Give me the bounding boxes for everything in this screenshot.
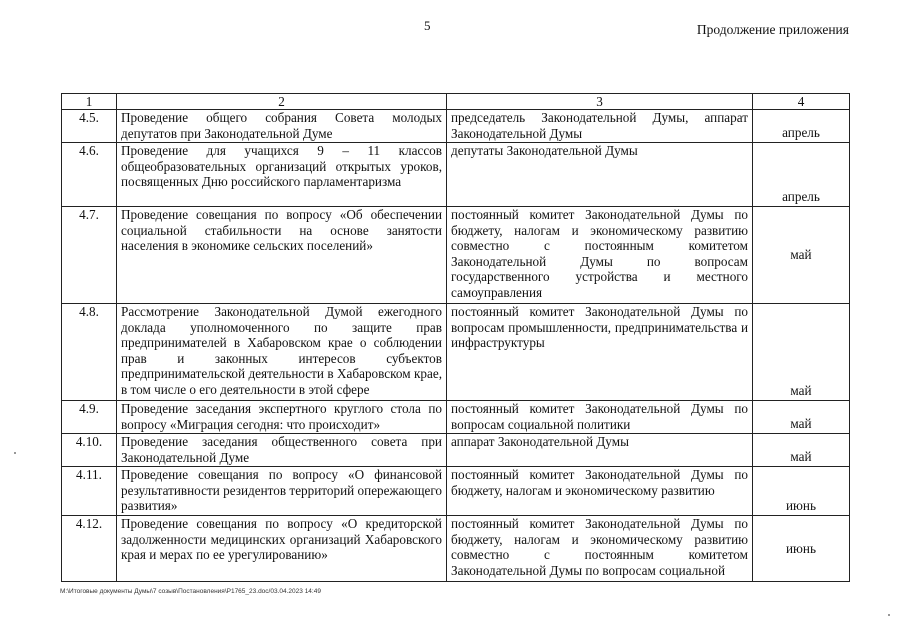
scan-speck (888, 614, 890, 616)
responsible-party: аппарат Законодательной Думы (447, 434, 753, 467)
document-file-path: M:\Итоговые документы Думы\7 созыв\Постановления\P1765_23.doc/03.04.2023 14:49 (60, 588, 321, 595)
row-number: 4.6. (62, 143, 117, 207)
row-number: 4.11. (62, 467, 117, 516)
table-row (62, 143, 850, 207)
event-description: Проведение для учащихся 9 – 11 классов общеобразовательных организаций открытых уроков, посвященных Дню российского парламентаризма (117, 143, 447, 207)
row-number: 4.9. (62, 401, 117, 434)
event-description: Проведение совещания по вопросу «О финансовой результативности резидентов территорий опережающего развития» (117, 467, 447, 516)
responsible-party: депутаты Законодательной Думы (447, 143, 753, 207)
responsible-party: постоянный комитет Законодательной Думы по вопросам промышленности, предпринимательства и инфраструктуры (447, 304, 753, 401)
event-description: Проведение заседания общественного совета при Законодательной Думе (117, 434, 447, 467)
event-description: Проведение общего собрания Совета молодых депутатов при Законодательной Думе (117, 110, 447, 143)
table-row (62, 434, 850, 467)
column-header-term: 4 (753, 94, 850, 110)
row-number: 4.8. (62, 304, 117, 401)
row-number: 4.5. (62, 110, 117, 143)
event-description: Рассмотрение Законодательной Думой ежегодного доклада уполномоченного по защите прав предпринимателей в Хабаровском крае о соблюдении прав и законных интересов субъектов предпринимательской деятельности в Хабаровском крае, в том числе о его деятельности в этой сфере (117, 304, 447, 401)
row-number: 4.7. (62, 207, 117, 304)
table-row (62, 467, 850, 516)
responsible-party: постоянный комитет Законодательной Думы по вопросам социальной политики (447, 401, 753, 434)
deadline-month: июнь (753, 467, 850, 516)
deadline-month: апрель (753, 110, 850, 143)
deadline-month: май (753, 401, 850, 434)
deadline-month: апрель (753, 143, 850, 207)
column-header-event: 2 (117, 94, 447, 110)
responsible-party: постоянный комитет Законодательной Думы по бюджету, налогам и экономическому развитию (447, 467, 753, 516)
deadline-month: июнь (753, 516, 850, 582)
table-row (62, 110, 850, 143)
continuation-note: Продолжение приложения (696, 22, 849, 37)
scan-speck (14, 452, 16, 454)
responsible-party: постоянный комитет Законодательной Думы по бюджету, налогам и экономическому развитию совместно с постоянным комитетом Законодательной Думы по вопросам государственного устройства и местного самоуправления (447, 207, 753, 304)
responsible-party: постоянный комитет Законодательной Думы по бюджету, налогам и экономическому развитию совместно с постоянным комитетом Законодательной Думы по вопросам социальной (447, 516, 753, 582)
event-description: Проведение заседания экспертного круглого стола по вопросу «Миграция сегодня: что происходит» (117, 401, 447, 434)
table-row (62, 401, 850, 434)
row-number: 4.12. (62, 516, 117, 582)
table-header-row (62, 94, 850, 110)
deadline-month: май (753, 207, 850, 304)
event-description: Проведение совещания по вопросу «О кредиторской задолженности медицинских организаций Хабаровского края и мерах по ее урегулированию» (117, 516, 447, 582)
column-header-responsible: 3 (447, 94, 753, 110)
row-number: 4.10. (62, 434, 117, 467)
table-row (62, 516, 850, 582)
responsible-party: председатель Законодательной Думы, аппарат Законодательной Думы (447, 110, 753, 143)
deadline-month: май (753, 304, 850, 401)
event-description: Проведение совещания по вопросу «Об обеспечении социальной стабильности на основе занятости населения в экономике сельских поселений» (117, 207, 447, 304)
column-header-number: 1 (62, 94, 117, 110)
events-table (61, 93, 850, 582)
page-number: 5 (424, 18, 431, 33)
table-row (62, 207, 850, 304)
table-row (62, 304, 850, 401)
deadline-month: май (753, 434, 850, 467)
